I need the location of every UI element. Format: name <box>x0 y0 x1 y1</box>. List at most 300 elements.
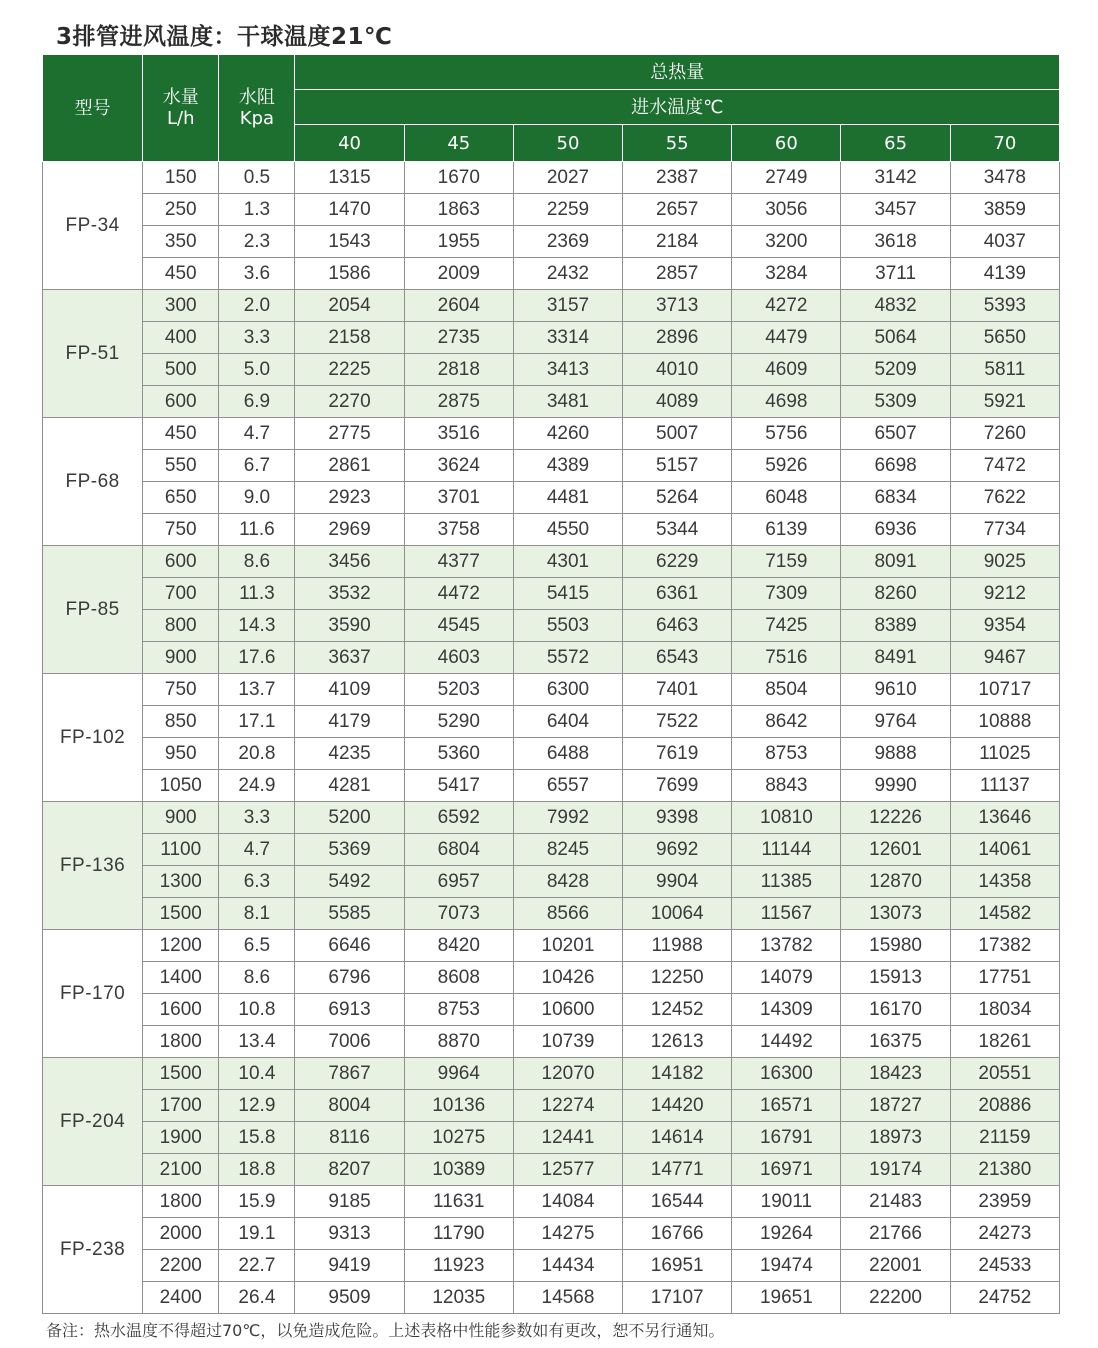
heat-cell: 9185 <box>295 1186 404 1218</box>
heat-cell: 12452 <box>623 994 732 1026</box>
table-row <box>43 674 1060 706</box>
heat-cell: 18973 <box>841 1122 950 1154</box>
heat-cell: 7309 <box>732 578 841 610</box>
flow-cell: 1400 <box>143 962 219 994</box>
heat-cell: 9692 <box>623 834 732 866</box>
heat-cell: 17751 <box>950 962 1059 994</box>
heat-cell: 6543 <box>623 642 732 674</box>
flow-cell: 750 <box>143 514 219 546</box>
heat-cell: 24752 <box>950 1282 1059 1314</box>
resistance-cell: 4.7 <box>219 834 295 866</box>
header-inlet-temp: 进水温度℃ <box>295 90 1060 125</box>
table-row <box>43 994 1060 1026</box>
header-temp: 40 <box>295 125 404 162</box>
resistance-cell: 22.7 <box>219 1250 295 1282</box>
heat-cell: 16170 <box>841 994 950 1026</box>
heat-cell: 4010 <box>623 354 732 386</box>
heat-cell: 22001 <box>841 1250 950 1282</box>
heat-cell: 17107 <box>623 1282 732 1314</box>
heat-cell: 4550 <box>513 514 622 546</box>
model-cell: FP-102 <box>43 674 143 802</box>
heat-cell: 17382 <box>950 930 1059 962</box>
heat-cell: 3478 <box>950 162 1059 194</box>
header-resistance-unit: Kpa <box>239 108 275 129</box>
heat-cell: 9904 <box>623 866 732 898</box>
header-total-heat: 总热量 <box>295 55 1060 90</box>
table-row <box>43 1250 1060 1282</box>
heat-cell: 3624 <box>404 450 513 482</box>
heat-cell: 6404 <box>513 706 622 738</box>
heat-cell: 2861 <box>295 450 404 482</box>
table-row <box>43 386 1060 418</box>
table-row <box>43 962 1060 994</box>
heat-cell: 7699 <box>623 770 732 802</box>
table-row <box>43 450 1060 482</box>
heat-cell: 3637 <box>295 642 404 674</box>
heat-cell: 13646 <box>950 802 1059 834</box>
heat-cell: 5290 <box>404 706 513 738</box>
heat-cell: 10275 <box>404 1122 513 1154</box>
heat-cell: 14434 <box>513 1250 622 1282</box>
heat-cell: 5203 <box>404 674 513 706</box>
heat-cell: 9610 <box>841 674 950 706</box>
model-group <box>43 930 1060 1058</box>
resistance-cell: 26.4 <box>219 1282 295 1314</box>
heat-cell: 6048 <box>732 482 841 514</box>
table-row <box>43 322 1060 354</box>
heat-cell: 6936 <box>841 514 950 546</box>
flow-cell: 1300 <box>143 866 219 898</box>
table-row <box>43 738 1060 770</box>
heat-cell: 7425 <box>732 610 841 642</box>
heat-cell: 5360 <box>404 738 513 770</box>
flow-cell: 2000 <box>143 1218 219 1250</box>
heat-cell: 5393 <box>950 290 1059 322</box>
heat-cell: 4377 <box>404 546 513 578</box>
heat-cell: 7073 <box>404 898 513 930</box>
heat-cell: 8753 <box>404 994 513 1026</box>
flow-cell: 400 <box>143 322 219 354</box>
heat-cell: 2735 <box>404 322 513 354</box>
resistance-cell: 2.3 <box>219 226 295 258</box>
heat-cell: 3590 <box>295 610 404 642</box>
heat-cell: 24273 <box>950 1218 1059 1250</box>
resistance-cell: 12.9 <box>219 1090 295 1122</box>
heat-cell: 8420 <box>404 930 513 962</box>
heat-cell: 21380 <box>950 1154 1059 1186</box>
heat-cell: 2857 <box>623 258 732 290</box>
heat-cell: 5064 <box>841 322 950 354</box>
heat-cell: 2604 <box>404 290 513 322</box>
heat-cell: 3711 <box>841 258 950 290</box>
heat-cell: 6698 <box>841 450 950 482</box>
heat-cell: 1670 <box>404 162 513 194</box>
heat-cell: 4089 <box>623 386 732 418</box>
heat-cell: 12441 <box>513 1122 622 1154</box>
resistance-cell: 6.3 <box>219 866 295 898</box>
flow-cell: 900 <box>143 802 219 834</box>
heat-cell: 7522 <box>623 706 732 738</box>
table-row <box>43 1154 1060 1186</box>
heat-cell: 12070 <box>513 1058 622 1090</box>
heat-cell: 3456 <box>295 546 404 578</box>
table-row <box>43 706 1060 738</box>
header-flow-unit: L/h <box>167 108 195 129</box>
table-row <box>43 258 1060 290</box>
table-row <box>43 482 1060 514</box>
flow-cell: 1500 <box>143 898 219 930</box>
heat-cell: 2432 <box>513 258 622 290</box>
heat-cell: 13782 <box>732 930 841 962</box>
heat-cell: 2657 <box>623 194 732 226</box>
heat-cell: 10810 <box>732 802 841 834</box>
table-row <box>43 1090 1060 1122</box>
heat-cell: 19011 <box>732 1186 841 1218</box>
heat-cell: 7159 <box>732 546 841 578</box>
footnote: 备注：热水温度不得超过70℃，以免造成危险。上述表格中性能参数如有更改，恕不另行通知。 <box>46 1321 725 1340</box>
heat-cell: 5417 <box>404 770 513 802</box>
heat-cell: 16971 <box>732 1154 841 1186</box>
header-temp: 45 <box>404 125 513 162</box>
heat-cell: 5200 <box>295 802 404 834</box>
heat-cell: 2009 <box>404 258 513 290</box>
heat-cell: 3142 <box>841 162 950 194</box>
heat-cell: 21159 <box>950 1122 1059 1154</box>
heat-cell: 23959 <box>950 1186 1059 1218</box>
heat-cell: 15980 <box>841 930 950 962</box>
heat-cell: 9964 <box>404 1058 513 1090</box>
model-group <box>43 674 1060 802</box>
heat-cell: 14275 <box>513 1218 622 1250</box>
resistance-cell: 9.0 <box>219 482 295 514</box>
heat-cell: 14182 <box>623 1058 732 1090</box>
heat-cell: 8843 <box>732 770 841 802</box>
heat-cell: 3284 <box>732 258 841 290</box>
heat-cell: 5264 <box>623 482 732 514</box>
heat-cell: 12274 <box>513 1090 622 1122</box>
model-cell: FP-238 <box>43 1186 143 1314</box>
resistance-cell: 8.6 <box>219 546 295 578</box>
model-group <box>43 162 1060 290</box>
heat-cell: 6834 <box>841 482 950 514</box>
heat-cell: 18261 <box>950 1026 1059 1058</box>
heat-cell: 3200 <box>732 226 841 258</box>
heat-cell: 11790 <box>404 1218 513 1250</box>
heat-cell: 16571 <box>732 1090 841 1122</box>
heat-cell: 20886 <box>950 1090 1059 1122</box>
header-resistance <box>219 55 295 162</box>
resistance-cell: 6.5 <box>219 930 295 962</box>
heat-cell: 13073 <box>841 898 950 930</box>
resistance-cell: 3.3 <box>219 322 295 354</box>
table-row <box>43 514 1060 546</box>
model-cell: FP-51 <box>43 290 143 418</box>
table-row <box>43 610 1060 642</box>
table-row <box>43 1026 1060 1058</box>
flow-cell: 250 <box>143 194 219 226</box>
heat-cell: 5415 <box>513 578 622 610</box>
heat-cell: 9313 <box>295 1218 404 1250</box>
heat-cell: 10064 <box>623 898 732 930</box>
resistance-cell: 2.0 <box>219 290 295 322</box>
heat-cell: 7516 <box>732 642 841 674</box>
table-row <box>43 898 1060 930</box>
heat-cell: 8753 <box>732 738 841 770</box>
heat-cell: 5344 <box>623 514 732 546</box>
heat-cell: 8870 <box>404 1026 513 1058</box>
table-row <box>43 930 1060 962</box>
model-group <box>43 546 1060 674</box>
heat-cell: 7401 <box>623 674 732 706</box>
flow-cell: 900 <box>143 642 219 674</box>
resistance-cell: 5.0 <box>219 354 295 386</box>
resistance-cell: 10.8 <box>219 994 295 1026</box>
page-title: 3排管进风温度：干球温度21℃ <box>56 24 393 50</box>
heat-cell: 6361 <box>623 578 732 610</box>
heat-cell: 2225 <box>295 354 404 386</box>
heat-cell: 9354 <box>950 610 1059 642</box>
table-row <box>43 802 1060 834</box>
heat-cell: 10201 <box>513 930 622 962</box>
heat-cell: 3314 <box>513 322 622 354</box>
heat-cell: 5811 <box>950 354 1059 386</box>
heat-cell: 9419 <box>295 1250 404 1282</box>
heat-cell: 2775 <box>295 418 404 450</box>
heat-cell: 6913 <box>295 994 404 1026</box>
heat-cell: 1863 <box>404 194 513 226</box>
heat-cell: 21766 <box>841 1218 950 1250</box>
heat-cell: 3758 <box>404 514 513 546</box>
flow-cell: 1050 <box>143 770 219 802</box>
heat-cell: 4281 <box>295 770 404 802</box>
heat-cell: 12250 <box>623 962 732 994</box>
heat-cell: 19264 <box>732 1218 841 1250</box>
heat-cell: 10600 <box>513 994 622 1026</box>
heat-cell: 8491 <box>841 642 950 674</box>
flow-cell: 300 <box>143 290 219 322</box>
model-cell: FP-170 <box>43 930 143 1058</box>
heat-cell: 5756 <box>732 418 841 450</box>
heat-cell: 11025 <box>950 738 1059 770</box>
heat-cell: 6804 <box>404 834 513 866</box>
heat-cell: 5585 <box>295 898 404 930</box>
header-flow <box>143 55 219 162</box>
table-row <box>43 290 1060 322</box>
heat-cell: 16544 <box>623 1186 732 1218</box>
heat-cell: 2270 <box>295 386 404 418</box>
heat-cell: 6229 <box>623 546 732 578</box>
flow-cell: 1200 <box>143 930 219 962</box>
heat-cell: 3516 <box>404 418 513 450</box>
heat-cell: 2184 <box>623 226 732 258</box>
heat-cell: 18727 <box>841 1090 950 1122</box>
heat-cell: 9509 <box>295 1282 404 1314</box>
heat-cell: 2969 <box>295 514 404 546</box>
heat-cell: 4139 <box>950 258 1059 290</box>
heat-cell: 3481 <box>513 386 622 418</box>
flow-cell: 800 <box>143 610 219 642</box>
heat-cell: 2818 <box>404 354 513 386</box>
heat-cell: 7992 <box>513 802 622 834</box>
flow-cell: 750 <box>143 674 219 706</box>
heat-cell: 4389 <box>513 450 622 482</box>
flow-cell: 600 <box>143 546 219 578</box>
heat-cell: 4179 <box>295 706 404 738</box>
heat-cell: 3859 <box>950 194 1059 226</box>
flow-cell: 450 <box>143 258 219 290</box>
flow-cell: 1800 <box>143 1026 219 1058</box>
heat-cell: 8608 <box>404 962 513 994</box>
heat-cell: 6300 <box>513 674 622 706</box>
flow-cell: 150 <box>143 162 219 194</box>
resistance-cell: 10.4 <box>219 1058 295 1090</box>
resistance-cell: 17.6 <box>219 642 295 674</box>
resistance-cell: 19.1 <box>219 1218 295 1250</box>
resistance-cell: 15.8 <box>219 1122 295 1154</box>
header-flow-label: 水量 <box>162 87 199 108</box>
heat-cell: 7619 <box>623 738 732 770</box>
heat-cell: 4479 <box>732 322 841 354</box>
heat-cell: 5503 <box>513 610 622 642</box>
heat-cell: 16766 <box>623 1218 732 1250</box>
flow-cell: 1700 <box>143 1090 219 1122</box>
heat-cell: 11988 <box>623 930 732 962</box>
heat-cell: 14358 <box>950 866 1059 898</box>
heat-cell: 10426 <box>513 962 622 994</box>
heat-cell: 8389 <box>841 610 950 642</box>
heat-cell: 3713 <box>623 290 732 322</box>
table-row <box>43 1122 1060 1154</box>
heat-cell: 5157 <box>623 450 732 482</box>
heat-cell: 3457 <box>841 194 950 226</box>
resistance-cell: 8.6 <box>219 962 295 994</box>
heat-cell: 1543 <box>295 226 404 258</box>
table-row <box>43 354 1060 386</box>
heat-cell: 12577 <box>513 1154 622 1186</box>
heat-cell: 16300 <box>732 1058 841 1090</box>
heat-cell: 4698 <box>732 386 841 418</box>
table-row <box>43 546 1060 578</box>
flow-cell: 700 <box>143 578 219 610</box>
resistance-cell: 6.7 <box>219 450 295 482</box>
heat-cell: 14084 <box>513 1186 622 1218</box>
heat-cell: 8245 <box>513 834 622 866</box>
heat-cell: 6463 <box>623 610 732 642</box>
heat-cell: 12870 <box>841 866 950 898</box>
flow-cell: 1600 <box>143 994 219 1026</box>
heat-cell: 15913 <box>841 962 950 994</box>
table-row <box>43 642 1060 674</box>
heat-cell: 2387 <box>623 162 732 194</box>
model-group <box>43 802 1060 930</box>
table-row <box>43 226 1060 258</box>
heat-cell: 8004 <box>295 1090 404 1122</box>
model-cell: FP-204 <box>43 1058 143 1186</box>
heat-cell: 5209 <box>841 354 950 386</box>
performance-table <box>42 54 1060 1314</box>
heat-cell: 8091 <box>841 546 950 578</box>
resistance-cell: 0.5 <box>219 162 295 194</box>
heat-cell: 9398 <box>623 802 732 834</box>
table-row <box>43 1058 1060 1090</box>
heat-cell: 5309 <box>841 386 950 418</box>
resistance-cell: 18.8 <box>219 1154 295 1186</box>
heat-cell: 5007 <box>623 418 732 450</box>
heat-cell: 3056 <box>732 194 841 226</box>
model-group <box>43 1058 1060 1186</box>
heat-cell: 4481 <box>513 482 622 514</box>
heat-cell: 5650 <box>950 322 1059 354</box>
heat-cell: 20551 <box>950 1058 1059 1090</box>
table-row <box>43 1218 1060 1250</box>
resistance-cell: 17.1 <box>219 706 295 738</box>
header-temp: 60 <box>732 125 841 162</box>
model-cell: FP-68 <box>43 418 143 546</box>
heat-cell: 12613 <box>623 1026 732 1058</box>
heat-cell: 24533 <box>950 1250 1059 1282</box>
header-resistance-label: 水阻 <box>238 87 275 108</box>
heat-cell: 9212 <box>950 578 1059 610</box>
flow-cell: 2200 <box>143 1250 219 1282</box>
heat-cell: 1315 <box>295 162 404 194</box>
heat-cell: 7622 <box>950 482 1059 514</box>
heat-cell: 1586 <box>295 258 404 290</box>
model-cell: FP-34 <box>43 162 143 290</box>
heat-cell: 18423 <box>841 1058 950 1090</box>
heat-cell: 8116 <box>295 1122 404 1154</box>
heat-cell: 2158 <box>295 322 404 354</box>
table-row <box>43 866 1060 898</box>
heat-cell: 14061 <box>950 834 1059 866</box>
heat-cell: 3157 <box>513 290 622 322</box>
resistance-cell: 4.7 <box>219 418 295 450</box>
resistance-cell: 1.3 <box>219 194 295 226</box>
heat-cell: 8207 <box>295 1154 404 1186</box>
heat-cell: 6646 <box>295 930 404 962</box>
resistance-cell: 8.1 <box>219 898 295 930</box>
heat-cell: 9990 <box>841 770 950 802</box>
header-temp: 50 <box>513 125 622 162</box>
heat-cell: 5921 <box>950 386 1059 418</box>
resistance-cell: 3.3 <box>219 802 295 834</box>
flow-cell: 350 <box>143 226 219 258</box>
heat-cell: 2027 <box>513 162 622 194</box>
heat-cell: 2875 <box>404 386 513 418</box>
header-temp: 65 <box>841 125 950 162</box>
heat-cell: 2054 <box>295 290 404 322</box>
resistance-cell: 14.3 <box>219 610 295 642</box>
heat-cell: 16951 <box>623 1250 732 1282</box>
resistance-cell: 3.6 <box>219 258 295 290</box>
heat-cell: 9467 <box>950 642 1059 674</box>
heat-cell: 2259 <box>513 194 622 226</box>
flow-cell: 1500 <box>143 1058 219 1090</box>
table-row <box>43 834 1060 866</box>
heat-cell: 1470 <box>295 194 404 226</box>
heat-cell: 19174 <box>841 1154 950 1186</box>
table-row <box>43 578 1060 610</box>
heat-cell: 14309 <box>732 994 841 1026</box>
heat-cell: 12035 <box>404 1282 513 1314</box>
heat-cell: 2896 <box>623 322 732 354</box>
flow-cell: 600 <box>143 386 219 418</box>
flow-cell: 2100 <box>143 1154 219 1186</box>
heat-cell: 4609 <box>732 354 841 386</box>
heat-cell: 7472 <box>950 450 1059 482</box>
table-row <box>43 1282 1060 1314</box>
heat-cell: 22200 <box>841 1282 950 1314</box>
heat-cell: 14079 <box>732 962 841 994</box>
